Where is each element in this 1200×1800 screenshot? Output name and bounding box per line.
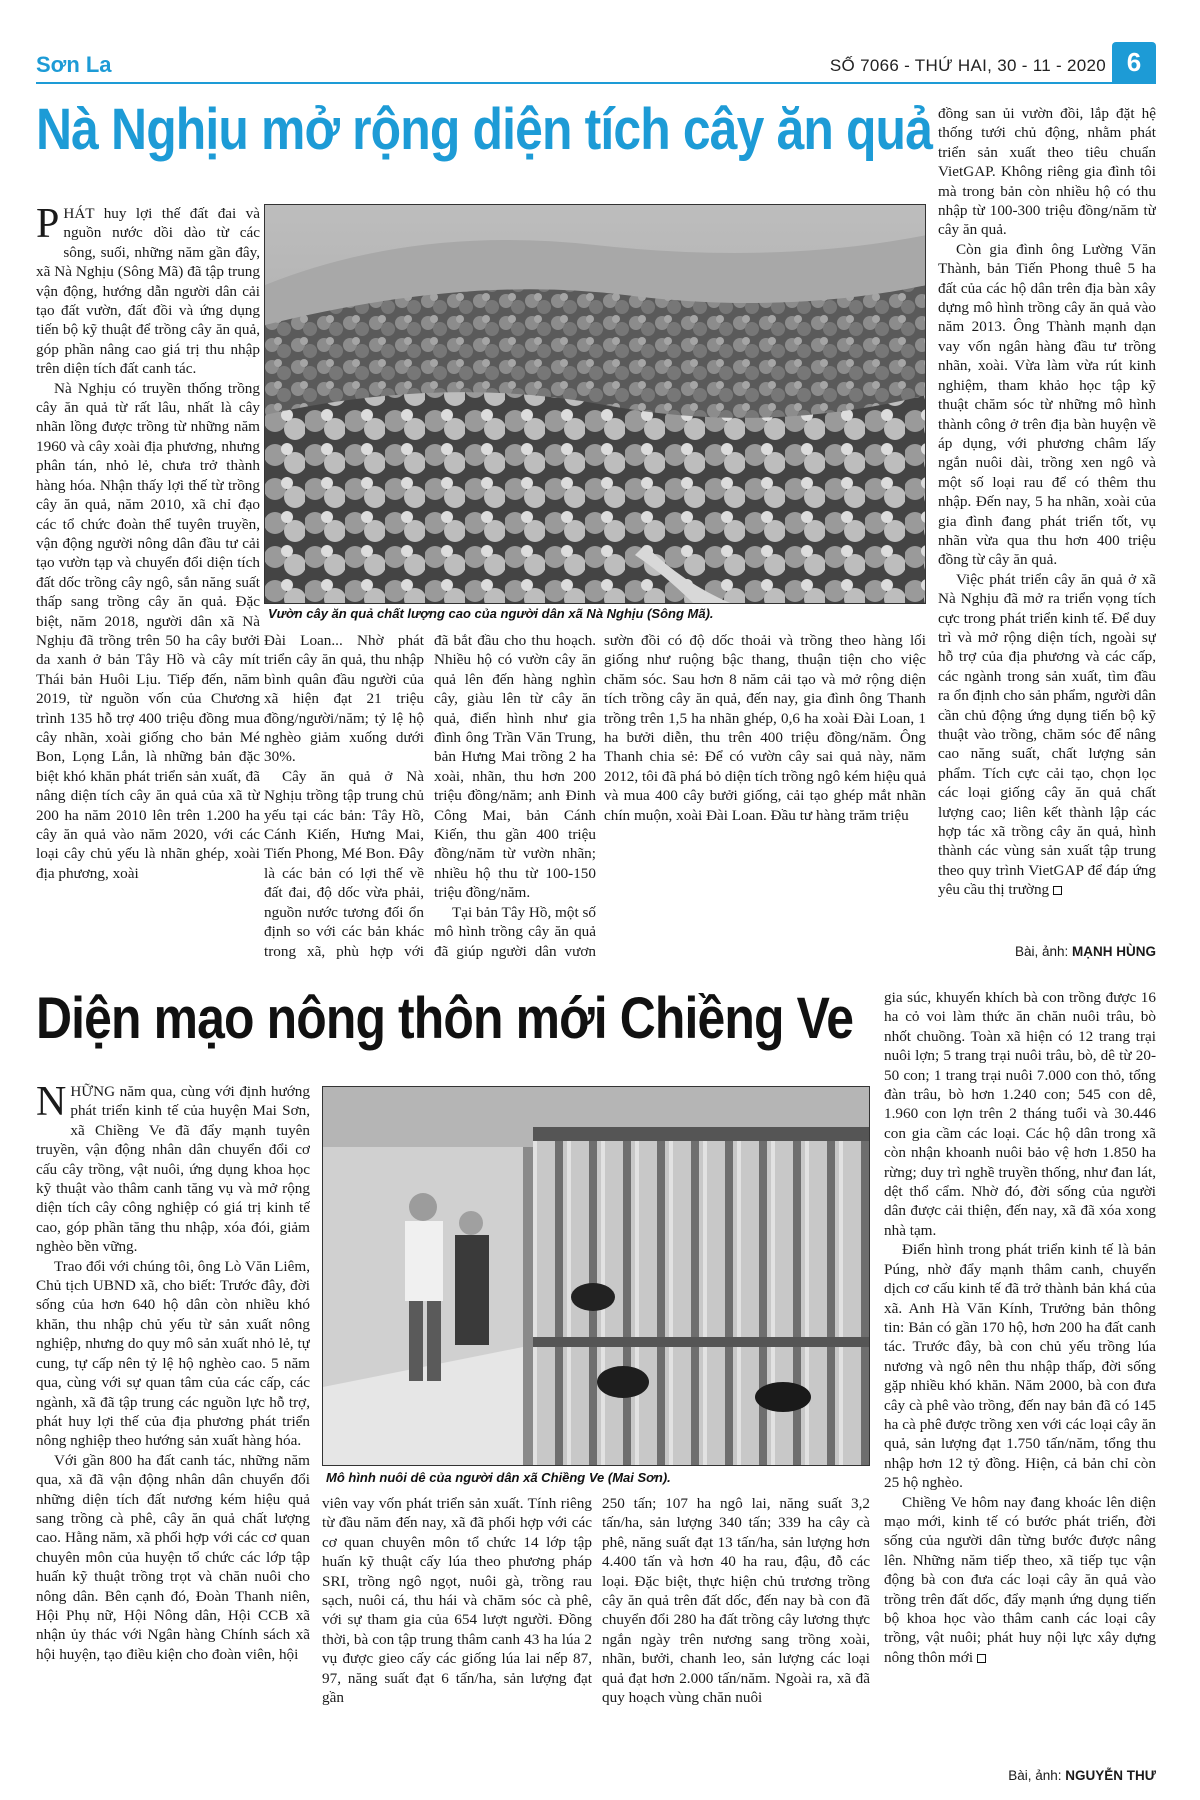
- article1-paragraph: sườn đồi có độ dốc thoải và trồng theo hàng lối giống như ruộng bậc thang, thuận tiện cho việc chăm sóc. Sau hơn 8 năm cải tạo và mở rộng diện tích trồng cây ăn quả, đến nay, gia đình ông Thanh trồng trên 1,5 ha nhãn ghép, 0,6 ha xoài Đài Loan, 1 ha bưởi diễn, thu trên 400 triệu đồng/năm. Ông Thanh chia sẻ: Để có vườn cây sai quả này, năm 2012, tôi đã phá bỏ diện tích trồng ngô kém hiệu quả và mua 400 cây bưởi giống, cải tạo ghép mắt nhãn chín muộn, xoài Đài Loan. Đầu tư hàng trăm triệu: [604, 632, 926, 824]
- article1-col4: [604, 631, 926, 962]
- article1-paragraph: Việc phát triển cây ăn quả ở xã Nà Nghịu đã mở ra triển vọng tích cực trong phát triển kinh tế. Để duy trì và mở rộng diện tích, ngoài sự hỗ trợ của địa phương và các cấp, các ngành trong sản xuất, tìm đầu ra ổn định cho sản phẩm, người dân cần chủ động ứng dụng tiến bộ kỹ thuật vào trồng, chăm sóc để nâng cao năng suất, chất lượng sản phẩm. Tích cực cải tạo, chọn lọc các loại giống cây ăn quả chất lượng cao; liên kết thành lập các hợp tác xã trồng cây ăn quả, hình thành các vùng sản xuất tập trung theo quy trình VietGAP để đáp ứng yêu cầu thị trường: [938, 570, 1156, 899]
- article1-byline: Bài, ảnh: MẠNH HÙNG: [1014, 944, 1156, 959]
- article2-paragraph: Với gần 800 ha đất canh tác, những năm qua, xã đã vận động nhân dân chuyển đổi những diện tích đất nương kém hiệu quả sang trồng cà phê, cây ăn quả chất lượng cao. Hằng năm, xã phối hợp với các cơ quan chuyên môn của huyện tổ chức các lớp tập huấn kỹ thuật trồng trọt và chăn nuôi cho nông dân. Bên cạnh đó, Đoàn Thanh niên, Hội Phụ nữ, Hội Nông dân, Hội CCB xã nhận ủy thác với Ngân hàng Chính sách xã hội huyện, tạo điều kiện cho đoàn viên, hội: [36, 1451, 310, 1663]
- article1-paragraph: đã bắt đầu cho thu hoạch. Nhiều hộ có vườn cây ăn quả lên đến hàng nghìn cây, giàu lên từ cây ăn quả, điển hình như gia đình ông Trần Văn Trung, bản Hưng Mai trồng 2 ha xoài, nhãn, thu hơn 200 triệu đồng/năm; anh Đinh Công Mai, bản Cánh Kiến, thu gần 400 triệu đồng/năm từ vườn nhãn; nhiều hộ thu từ 100-150 triệu đồng/năm.: [434, 632, 596, 902]
- end-mark-icon: [977, 1654, 986, 1663]
- article1-paragraph: Nà Nghịu có truyền thống trồng cây ăn quả từ rất lâu, nhất là cây nhãn lồng được trồng từ những năm 1960 và cây xoài địa phương, nhưng phân tán, nhỏ lẻ, chưa trở thành hàng hóa. Nhận thấy lợi thế từ trồng cây ăn quả, năm 2010, xã chỉ đạo các tổ chức đoàn thể tuyên truyền, vận động người nông dân đầu tư cải tạo vườn tạp và chuyển đổi diện tích đất dốc trồng cây ngô, sắn năng suất thấp sang trồng cây ăn quả. Đặc biệt, năm 2018, người dân xã Nà Nghịu đã trồng trên 50 ha cây bưởi da xanh ở bản Tây Hồ và cây mít Thái bản Huôi Lịu. Tiếp đến, năm 2019, từ nguồn vốn của Chương trình 135 hỗ trợ 400 triệu đồng mua cây nhãn, xoài giống cho bản Mé Bon, Lọng Lắn, là những bản đặc biệt khó khăn phát triển sản xuất, đã nâng diện tích cây ăn quả của xã từ 200 ha năm 2010 lên trên 1.200 ha cây ăn quả vào năm 2020, với các loại cây chủ yếu là nhãn ghép, xoài địa phương, xoài: [36, 379, 260, 882]
- goat-farm-image: [323, 1087, 870, 1466]
- article1-author: MẠNH HÙNG: [1072, 944, 1156, 959]
- page-number: 6: [1112, 42, 1156, 82]
- article2-paragraph: Điển hình trong phát triển kinh tế là bản Púng, nhờ đẩy mạnh thâm canh, chuyển dịch cơ cấu kinh tế đã trở thành bản khá của xã. Anh Hà Văn Kính, Trưởng bản thông tin: Bản có gần 170 hộ, hơn 200 ha đất canh tác. Trước đây, bà con chủ yếu trồng lúa nương và ngô nên thu nhập thấp, đời sống gặp nhiều khó khăn. Năm 2000, bà con đưa cây cà phê vào trồng, đến nay bản đã có 145 ha cà phê được trồng xen với các loại cây ăn quả, sản lượng đạt 1.750 tấn/năm, tổng thu nhập hơn 12 tỷ đồng. Hiện, cả bản chỉ còn 25 hộ nghèo.: [884, 1241, 1156, 1492]
- article1-paragraph: Tại bản Tây Hồ, một số mô hình trồng cây ăn quả đã giúp người dân vươn: [434, 903, 596, 960]
- article2-lead: NHỮNG năm qua, cùng với định hướng phát triển kinh tế của huyện Mai Sơn, xã Chiềng Ve đã đẩy mạnh tuyên truyền, vận động nhân dân chuyển đổi cơ cấu cây trồng, vật nuôi, ứng dụng khoa học kỹ thuật vào thâm canh tăng vụ và mở rộng diện tích cây công nghiệp có giá trị kinh tế cao, góp phần tăng thu nhập, xóa đói, giảm nghèo bền vững.: [36, 1082, 310, 1256]
- article1-paragraph: Cây ăn quả ở Nà Nghịu trồng tập trung chủ yếu tại các bản: Tây Hồ, Cánh Kiến, Hưng Mai, Tiến Phong, Mé Bon. Đây là các bản có lợi thế về đất đai, độ dốc vừa phải, nguồn nước tương đối ổn định so với các bản khác trong xã, phù hợp với: [264, 767, 424, 960]
- article2-col1: [36, 1082, 310, 1782]
- article2-title: Diện mạo nông thôn mới Chiềng Ve: [36, 986, 854, 1051]
- article1-dropcap: P: [36, 204, 60, 247]
- end-mark-icon: [1053, 886, 1062, 895]
- article1-paragraph: Còn gia đình ông Lường Văn Thành, bản Tiến Phong thuê 5 ha đất của các hộ dân trên địa bàn xây dựng mô hình trồng cây ăn quả vào năm 2013. Ông Thành mạnh dạn vay vốn ngân hàng đầu tư trồng nhãn, xoài. Vừa làm vừa rút kinh nghiệm, tham khảo học tập kỹ thuật chăm sóc từ những mô hình thành công ở trên địa bàn huyện về áp dụng, với phương châm lấy ngắn nuôi dài, trồng xen ngô và một số loại rau để có thêm thu nhập. Đến nay, 5 ha nhãn, xoài của gia đình đang phát triển tốt, vụ nhãn vừa qua thu hơn 400 triệu đồng từ cây ăn quả.: [938, 240, 1156, 569]
- orchard-hillside-image: [265, 205, 926, 604]
- article2-paragraph: Chiềng Ve hôm nay đang khoác lên diện mạo mới, kinh tế có bước phát triển, đời sống của người dân từng bước được nâng lên. Những năm tiếp theo, xã tiếp tục vận động bà con đưa các loại cây ăn quả vào trồng trên đất dốc, đẩy mạnh ứng dụng tiến bộ khoa học vào thâm canh các loại cây trồng, vật nuôi; phát huy nội lực xây dựng nông thôn mới: [884, 1493, 1156, 1666]
- article2-byline: Bài, ảnh: NGUYỄN THƯ: [1008, 1768, 1156, 1783]
- issue-line: SỐ 7066 - THỨ HAI, 30 - 11 - 2020: [829, 56, 1106, 75]
- article2-author: NGUYỄN THƯ: [1065, 1768, 1156, 1783]
- section-name: Sơn La: [36, 52, 112, 77]
- article2-col2: [322, 1494, 592, 1782]
- article1-paragraph: đồng san ủi vườn đồi, lắp đặt hệ thống tưới chủ động, nhằm phát triển sản xuất theo tiêu chuẩn VietGAP. Không riêng gia đình tôi mà trong bản còn nhiều hộ có thu nhập từ 100-300 triệu đồng/năm từ cây ăn quả.: [938, 105, 1156, 239]
- article1-title: Nà Nghịu mở rộng diện tích cây ăn quả: [36, 97, 933, 162]
- article1-col1: [36, 204, 260, 962]
- article1-col3: [434, 631, 596, 962]
- article2-paragraph: 250 tấn; 107 ha ngô lai, năng suất 3,2 tấn/ha, sản lượng 340 tấn; 339 ha cây cà phê, năng suất đạt 13 tấn/ha, sản lượng hơn 4.400 tấn và hơn 40 ha rau, đậu, đỗ các loại. Đặc biệt, thực hiện chủ trương trồng cây ăn quả trên đất dốc, đến nay bà con đã chuyển đổi 280 ha đất trồng cây lương thực ngắn ngày trên nương sang trồng xoài, nhãn, bưởi, chanh leo, sản lượng các loại quả đạt hơn 2.000 tấn/năm. Ngoài ra, xã đã quy hoạch vùng chăn nuôi: [602, 1495, 870, 1707]
- article2-dropcap: N: [36, 1082, 67, 1125]
- article2-col4: [884, 988, 1156, 1766]
- article1-col5: [938, 104, 1156, 944]
- article1-photo: [264, 204, 926, 604]
- article2-photo: [322, 1086, 870, 1466]
- article2-paragraph: Trao đổi với chúng tôi, ông Lò Văn Liêm, Chủ tịch UBND xã, cho biết: Trước đây, đời sống của hơn 640 hộ dân còn nhiều khó khăn, thu nhập chủ yếu từ sản xuất nông nghiệp, nhưng do quy mô sản xuất nhỏ lẻ, tự cung, tự cấp nên tỷ lệ hộ nghèo cao. 5 năm qua, cùng với sự quan tâm của các cấp, các ngành, xã đã tập trung các nguồn lực hỗ trợ, phát huy lợi thế của địa phương phát triển nông nghiệp theo hướng sản xuất hàng hóa.: [36, 1257, 310, 1450]
- article1-photo-caption: Vườn cây ăn quả chất lượng cao của người dân xã Nà Nghịu (Sông Mã).: [268, 606, 714, 621]
- article2-paragraph: gia súc, khuyến khích bà con trồng được 16 ha cỏ voi làm thức ăn chăn nuôi trâu, bò nhốt chuồng. Toàn xã hiện có 12 trang trại nuôi lợn; 5 trang trại nuôi trâu, bò, dê từ 20-50 con; 1 trang trại nuôi 7.000 con thỏ, tổng đàn trâu, bò hơn 1.240 con; 545 con dê, 1.960 con lợn trên 2 tháng tuổi và 30.446 con gia cầm các loại. Các hộ dân trong xã còn nhận khoanh nuôi bảo vệ hơn 1.850 ha rừng; duy trì nghề truyền thống, như đan lát, dệt thổ cẩm. Nhờ đó, đời sống của người dân được cải thiện, đến nay, xã đã xóa xong nhà tạm.: [884, 989, 1156, 1239]
- article2-photo-caption: Mô hình nuôi dê của người dân xã Chiềng Ve (Mai Sơn).: [326, 1470, 671, 1485]
- article1-lead: PHÁT huy lợi thế đất đai và nguồn nước dồi dào từ các sông, suối, những năm gần đây, xã Nà Nghịu (Sông Mã) đã tập trung vận động, hướng dẫn người dân cải tạo đất vườn, đất đồi và ứng dụng tiến bộ kỹ thuật để trồng cây ăn quả, góp phần nâng cao giá trị thu nhập trên diện tích đất canh tác.: [36, 204, 260, 378]
- article1-paragraph: Đài Loan... Nhờ phát triển cây ăn quả, thu nhập bình quân đầu người của xã hiện đạt 21 triệu đồng/người/năm; tỷ lệ hộ nghèo giảm xuống dưới 30%.: [264, 632, 424, 766]
- article1-col2: [264, 631, 424, 962]
- article2-col3: [602, 1494, 870, 1782]
- article2-paragraph: viên vay vốn phát triển sản xuất. Tính riêng từ đầu năm đến nay, xã đã phối hợp với các cơ quan chuyên môn tổ chức 14 lớp tập huấn kỹ thuật cấy lúa theo phương pháp SRI, trồng ngô ngọt, nuôi gà, trồng rau sạch, nuôi cá, thu hái và chăm sóc cà phê, với sự tham gia của 654 lượt người. Đồng thời, bà con tập trung thâm canh 43 ha lúa 2 vụ được gieo cấy các giống lúa lai nếp 87, 97, năng suất đạt 6 tấn/ha, sản lượng đạt gần: [322, 1495, 592, 1707]
- page-header: [36, 48, 1156, 84]
